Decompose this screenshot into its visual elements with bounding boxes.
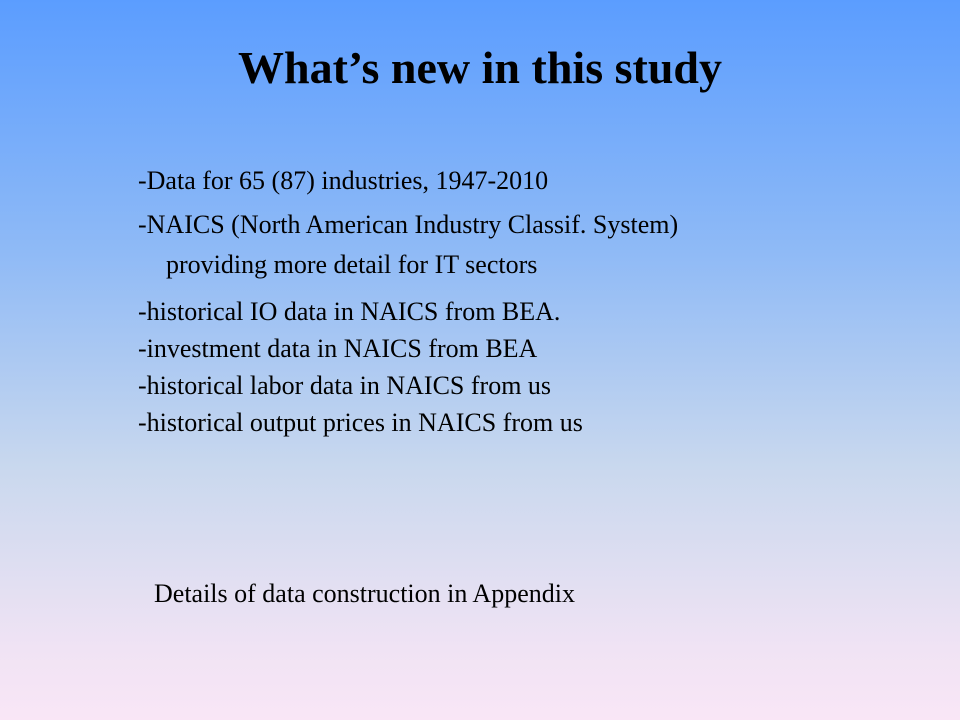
bullet-naics-continued: providing more detail for IT sectors xyxy=(166,250,538,279)
bullet-labor-data: -historical labor data in NAICS from us xyxy=(138,371,552,400)
bullet-data-coverage: -Data for 65 (87) industries, 1947-2010 xyxy=(138,166,549,195)
slide-title: What’s new in this study xyxy=(238,42,722,93)
bullet-output-prices: -historical output prices in NAICS from us xyxy=(138,408,583,437)
bullet-io-data: -historical IO data in NAICS from BEA. xyxy=(138,297,561,326)
bullet-investment-data: -investment data in NAICS from BEA xyxy=(138,334,538,363)
appendix-note: Details of data construction in Appendix xyxy=(154,579,575,608)
bullet-naics: -NAICS (North American Industry Classif. System) xyxy=(138,210,679,239)
